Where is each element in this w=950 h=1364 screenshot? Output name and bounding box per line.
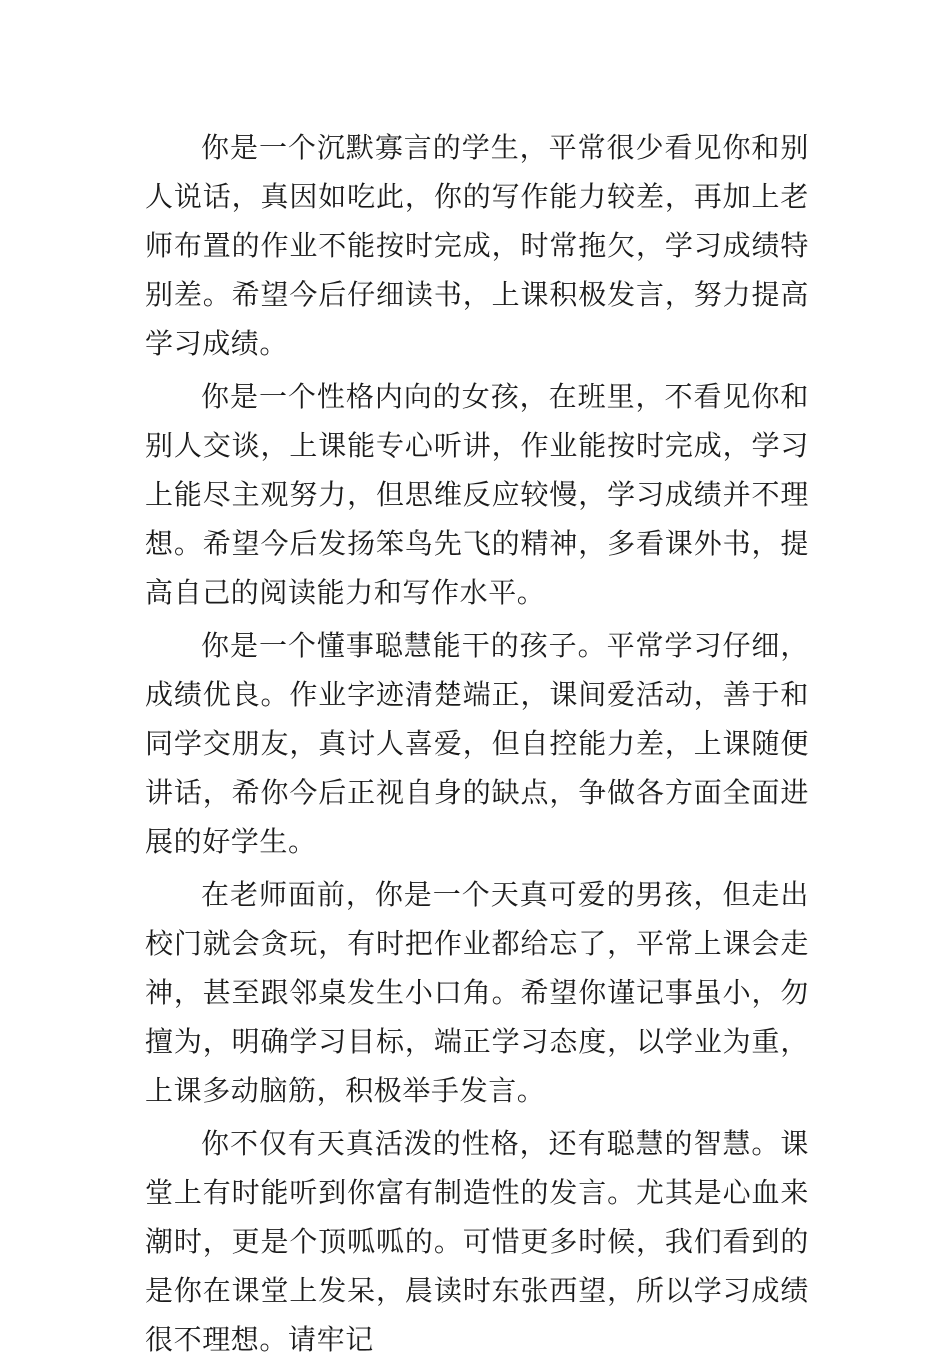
document-body xyxy=(145,123,809,1364)
paragraph-4: 在老师面前，你是一个天真可爱的男孩，但走出校门就会贪玩，有时把作业都给忘了，平常上课会走神，甚至跟邻桌发生小口角。希望你谨记事虽小，勿擅为，明确学习目标，端正学习态度，以学业为重，上课多动脑筋，积极举手发言。 xyxy=(145,878,809,1107)
paragraph-5: 你不仅有天真活泼的性格，还有聪慧的智慧。课堂上有时能听到你富有制造性的发言。尤其是心血来潮时，更是个顶呱呱的。可惜更多时候，我们看到的是你在课堂上发呆，晨读时东张西望，所以学习成绩很不理想。请牢记 xyxy=(145,1127,809,1356)
paragraph-3: 你是一个懂事聪慧能干的孩子。平常学习仔细，成绩优良。作业字迹清楚端正，课间爱活动，善于和同学交朋友，真讨人喜爱，但自控能力差，上课随便讲话，希你今后正视自身的缺点，争做各方面全面进展的好学生。 xyxy=(145,629,809,858)
paragraph-1: 你是一个沉默寡言的学生，平常很少看见你和别人说话，真因如吃此，你的写作能力较差，再加上老师布置的作业不能按时完成，时常拖欠，学习成绩特别差。希望今后仔细读书，上课积极发言，努力提高学习成绩。 xyxy=(145,131,809,360)
paragraph-2: 你是一个性格内向的女孩，在班里，不看见你和别人交谈，上课能专心听讲，作业能按时完成，学习上能尽主观努力，但思维反应较慢，学习成绩并不理想。希望今后发扬笨鸟先飞的精神，多看课外书，提高自己的阅读能力和写作水平。 xyxy=(145,380,809,609)
